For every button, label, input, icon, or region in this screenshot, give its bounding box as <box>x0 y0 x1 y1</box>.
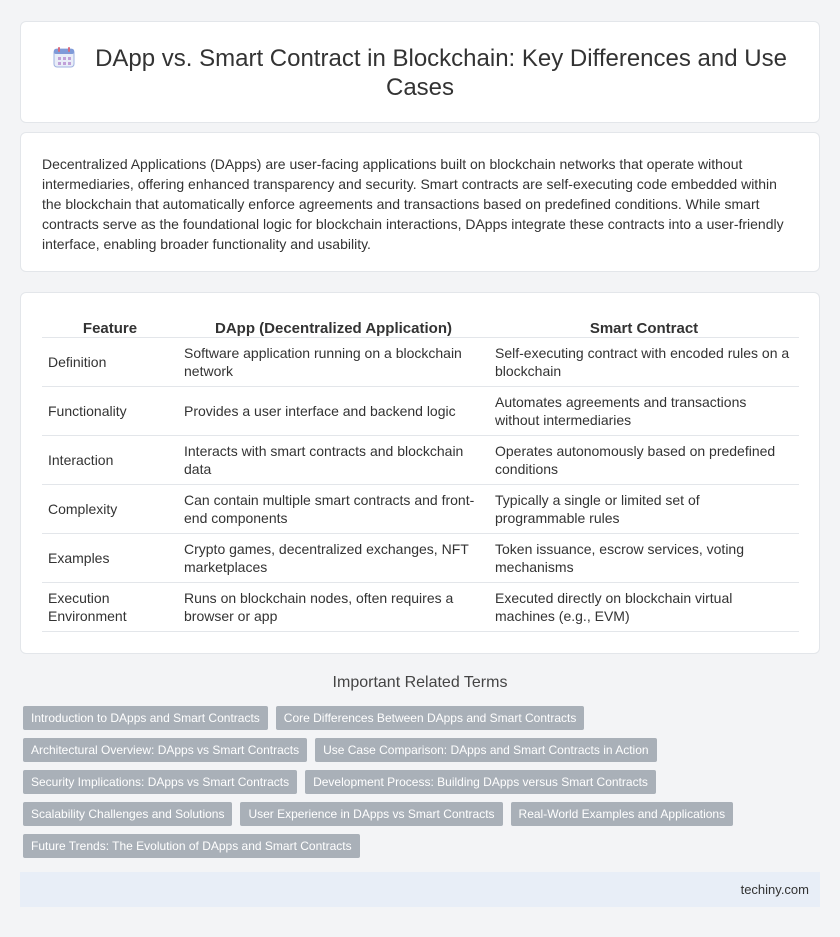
row-smart-contract: Typically a single or limited set of programmable rules <box>489 484 799 533</box>
footer-site-link[interactable]: techiny.com <box>740 882 809 897</box>
related-tag[interactable]: Real-World Examples and Applications <box>511 802 734 826</box>
page-title <box>51 44 789 102</box>
row-smart-contract: Automates agreements and transactions without intermediaries <box>489 386 799 435</box>
related-tag[interactable]: Use Case Comparison: DApps and Smart Contracts in Action <box>315 738 656 762</box>
header-feature: Feature <box>42 315 178 337</box>
row-feature: Examples <box>42 533 178 582</box>
related-terms-heading: Important Related Terms <box>332 674 508 691</box>
footer <box>20 872 820 907</box>
row-smart-contract: Token issuance, escrow services, voting mechanisms <box>489 533 799 582</box>
table-header-row <box>42 315 799 337</box>
row-dapp: Provides a user interface and backend logic <box>178 386 489 435</box>
tag-row <box>23 802 823 826</box>
related-tag[interactable]: Development Process: Building DApps versus Smart Contracts <box>305 770 656 794</box>
page-title-text: DApp vs. Smart Contract in Blockchain: Key Differences and Use Cases <box>95 45 787 101</box>
table-row <box>42 435 799 484</box>
related-tag[interactable]: User Experience in DApps vs Smart Contracts <box>240 802 502 826</box>
intro-paragraph: Decentralized Applications (DApps) are user-facing applications built on blockchain networks that operate without intermediaries, offering enhanced transparency and security. Smart contracts are self-executing code embedded within the blockchain that automatically enforce agreements and transactions based on predefined conditions. While smart contracts serve as the foundational logic for blockchain interactions, DApps integrate these contracts into a user-friendly interface, enabling broader functionality and usability. <box>42 156 784 252</box>
table-row <box>42 582 799 631</box>
tag-row <box>23 738 823 762</box>
row-feature: Functionality <box>42 386 178 435</box>
table-row <box>42 386 799 435</box>
table-row <box>42 533 799 582</box>
tag-row <box>23 706 823 730</box>
header-smart-contract: Smart Contract <box>489 315 799 337</box>
tag-row <box>23 834 823 858</box>
calendar-icon <box>53 46 75 68</box>
related-tag[interactable]: Scalability Challenges and Solutions <box>23 802 232 826</box>
row-dapp: Can contain multiple smart contracts and front-end components <box>178 484 489 533</box>
row-dapp: Runs on blockchain nodes, often requires a browser or app <box>178 582 489 631</box>
related-terms-list <box>23 706 823 866</box>
row-dapp: Software application running on a blockchain network <box>178 337 489 386</box>
row-feature: Complexity <box>42 484 178 533</box>
intro-card <box>20 132 820 272</box>
row-feature: Execution Environment <box>42 582 178 631</box>
row-dapp: Interacts with smart contracts and blockchain data <box>178 435 489 484</box>
table-row <box>42 484 799 533</box>
row-smart-contract: Operates autonomously based on predefined conditions <box>489 435 799 484</box>
comparison-card <box>20 292 820 654</box>
related-tag[interactable]: Future Trends: The Evolution of DApps and Smart Contracts <box>23 834 360 858</box>
related-tag[interactable]: Architectural Overview: DApps vs Smart Contracts <box>23 738 307 762</box>
related-tag[interactable]: Security Implications: DApps vs Smart Contracts <box>23 770 297 794</box>
comparison-table <box>42 315 799 632</box>
header-dapp: DApp (Decentralized Application) <box>178 315 489 337</box>
row-feature: Interaction <box>42 435 178 484</box>
table-row <box>42 337 799 386</box>
related-tag[interactable]: Introduction to DApps and Smart Contracts <box>23 706 268 730</box>
title-card <box>20 21 820 123</box>
row-dapp: Crypto games, decentralized exchanges, NFT marketplaces <box>178 533 489 582</box>
tag-row <box>23 770 823 794</box>
row-feature: Definition <box>42 337 178 386</box>
row-smart-contract: Self-executing contract with encoded rules on a blockchain <box>489 337 799 386</box>
related-tag[interactable]: Core Differences Between DApps and Smart Contracts <box>276 706 585 730</box>
row-smart-contract: Executed directly on blockchain virtual machines (e.g., EVM) <box>489 582 799 631</box>
